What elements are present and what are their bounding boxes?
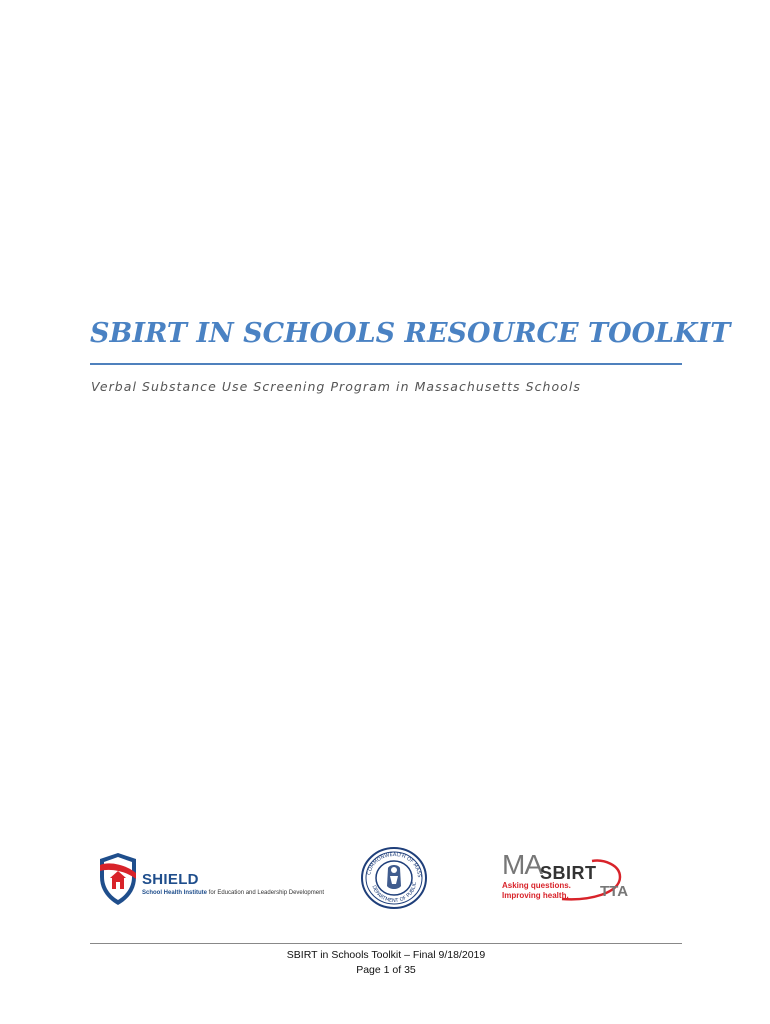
state-seal-logo <box>360 846 428 910</box>
state-seal-icon <box>360 846 428 910</box>
shield-tagline: School Health Institute for Education and Leadership Development <box>142 890 325 896</box>
footer-divider <box>90 943 682 944</box>
masbirt-tta: TTA <box>600 883 629 900</box>
masbirt-sbirt: SBIRT <box>540 863 597 883</box>
svg-text:DEPARTMENT OF PUBLIC HEALTH: DEPARTMENT OF PUBLIC <box>370 881 419 905</box>
shield-name: SHIELD <box>142 871 199 888</box>
document-title: SBIRT IN SCHOOLS RESOURCE TOOLKIT <box>90 318 731 349</box>
title-underline <box>90 363 682 365</box>
svg-text:COMMONWEALTH OF MASSACHUSETTS: COMMONWEALTH OF MASS <box>366 851 423 878</box>
shield-icon <box>96 851 140 907</box>
masbirt-logo <box>500 851 640 907</box>
footer-document-info: SBIRT in Schools Toolkit – Final 9/18/2019 <box>286 949 486 961</box>
masbirt-ma: MA <box>502 849 542 880</box>
document-subtitle: Verbal Substance Use Screening Program in Massachusetts Schools <box>91 379 581 394</box>
shield-logo <box>96 851 325 907</box>
footer-page-number: Page 1 of 35 <box>356 964 416 976</box>
masbirt-tagline: Asking questions. Improving health. <box>502 881 571 900</box>
